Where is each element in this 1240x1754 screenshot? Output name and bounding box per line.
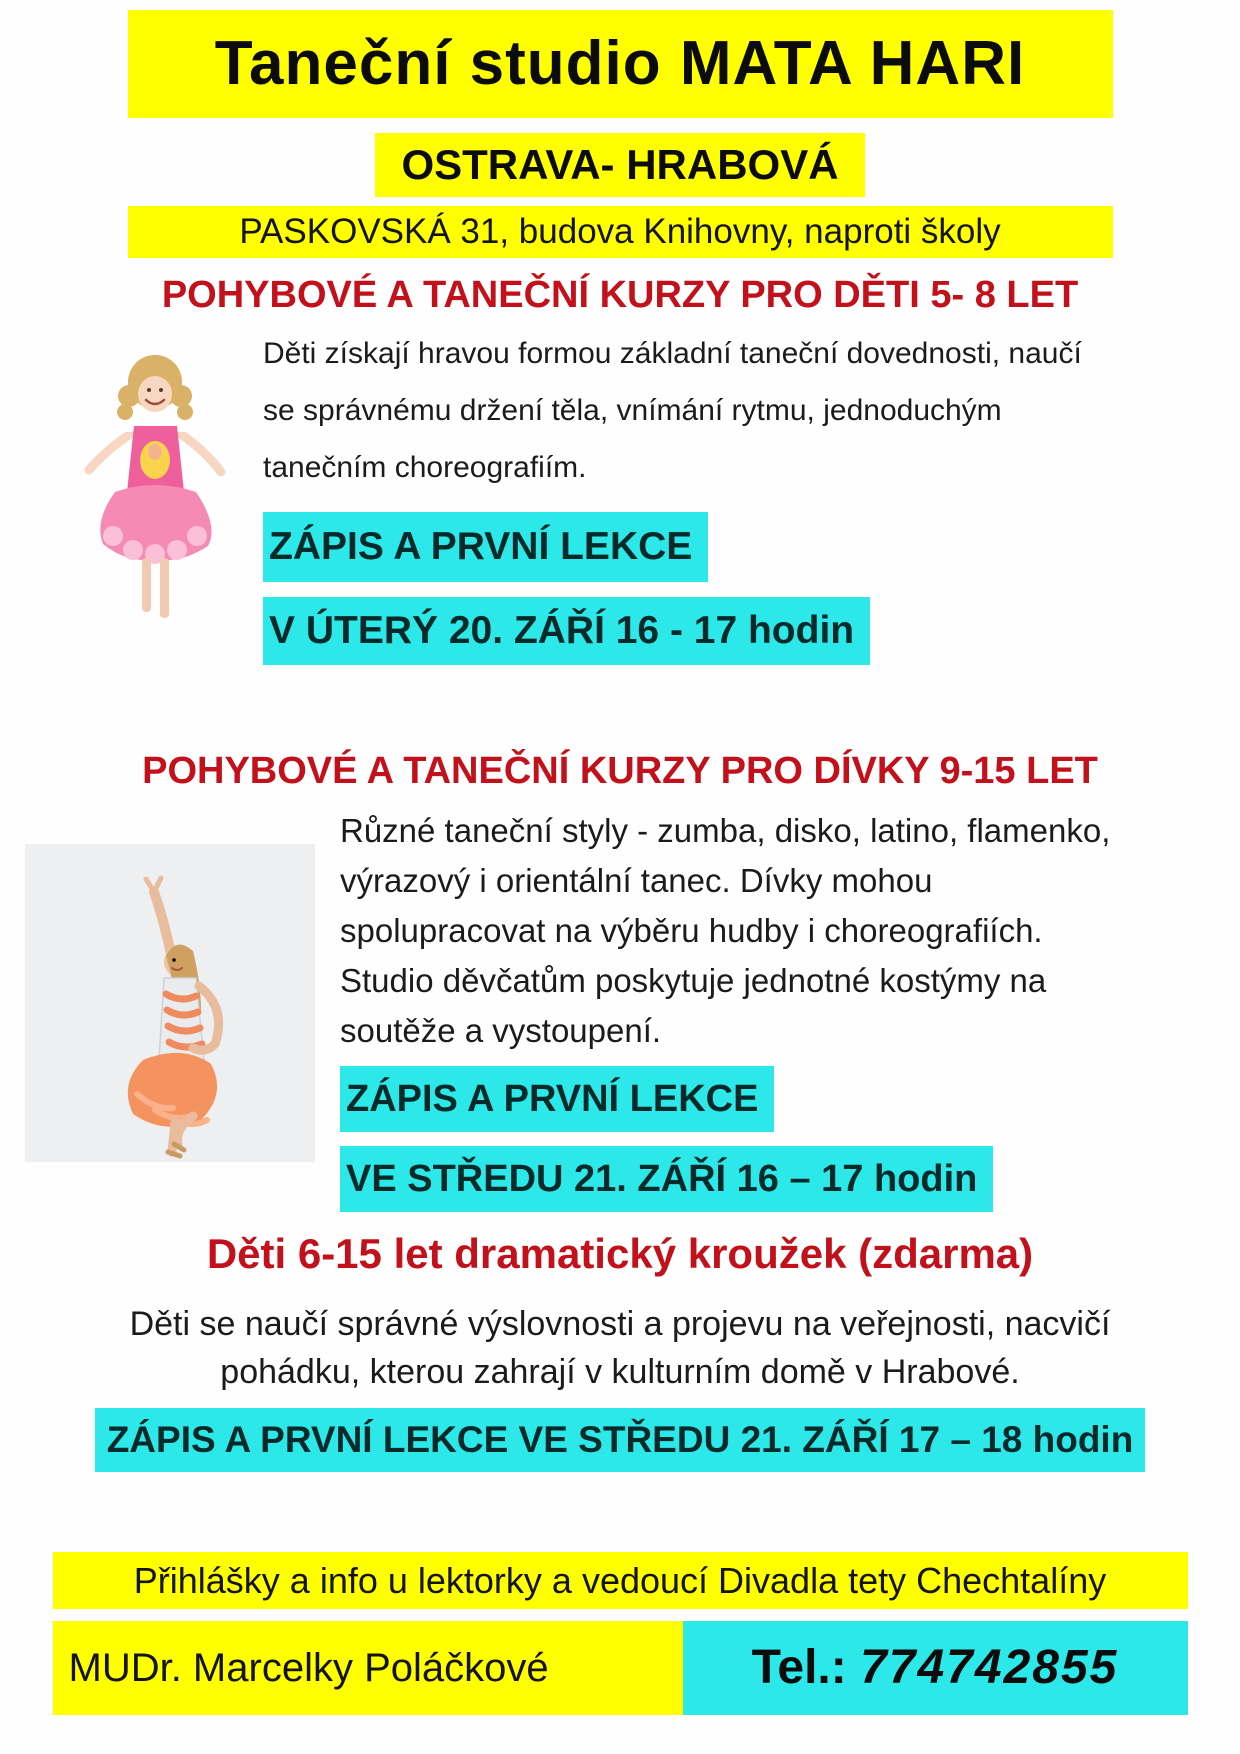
teen-dancer-illustration: [25, 844, 315, 1162]
paragraph-line: soutěže a vystoupení.: [340, 1012, 662, 1049]
girls-text-column: [340, 806, 1110, 1212]
girls-course-heading: POHYBOVÉ A TANEČNÍ KURZY PRO DÍVKY 9-15 LET: [142, 750, 1098, 792]
girl-pink-dress-illustration: [58, 340, 253, 625]
paragraph-line: se správnému držení těla, vnímání rytmu, jednoduchým: [263, 394, 1002, 427]
footer-info: Přihlášky a info u lektorky a vedoucí Divadla tety Chechtalíny: [53, 1552, 1188, 1609]
city-row: [0, 133, 1240, 197]
drama-club-heading: Děti 6-15 let dramatický kroužek (zdarma): [206, 1230, 1034, 1277]
paragraph-line: Děti získají hravou formou základní taneční dovednosti, naučí: [263, 337, 1082, 370]
phone-block: [683, 1621, 1188, 1715]
drama-description: [0, 1300, 1240, 1396]
kids-signup-label: ZÁPIS A PRVNÍ LEKCE: [263, 512, 708, 582]
girls-signup-date: VE STŘEDU 21. ZÁŘÍ 16 – 17 hodin: [340, 1146, 993, 1212]
paragraph-line: Různé taneční styly - zumba, disko, latino, flamenko,: [340, 812, 1111, 849]
studio-address: PASKOVSKÁ 31, budova Knihovny, naproti školy: [128, 206, 1113, 258]
kids-text-column: [263, 325, 1082, 665]
drama-signup-date: ZÁPIS A PRVNÍ LEKCE VE STŘEDU 21. ZÁŘÍ 17 – 18 hodin: [95, 1408, 1146, 1472]
kids-signup-date: V ÚTERÝ 20. ZÁŘÍ 16 - 17 hodin: [263, 597, 870, 665]
paragraph-line: tanečním choreografiím.: [263, 451, 587, 484]
paragraph-line: Děti se naučí správné výslovnosti a projevu na veřejnosti, nacvičí: [129, 1305, 1111, 1343]
kids-photo: [58, 340, 253, 625]
city-name: OSTRAVA- HRABOVÁ: [375, 133, 864, 197]
studio-title: Taneční studio MATA HARI: [128, 10, 1113, 118]
girls-section: [0, 806, 1240, 1212]
kids-section: [0, 325, 1240, 665]
paragraph-line: pohádku, kterou zahrají v kulturním domě v Hrabové.: [220, 1353, 1020, 1391]
girls-photo: [25, 844, 315, 1162]
phone-number: 774742855: [860, 1641, 1119, 1694]
paragraph-line: Studio děvčatům poskytuje jednotné kostýmy na: [340, 962, 1047, 999]
kids-course-heading: POHYBOVÉ A TANEČNÍ KURZY PRO DĚTI 5- 8 LET: [161, 274, 1079, 316]
footer-contact-row: [53, 1621, 1188, 1715]
contact-name: MUDr. Marcelky Poláčkové: [53, 1621, 683, 1715]
paragraph-line: spolupracovat na výběru hudby i choreografiích.: [340, 912, 1043, 949]
girls-signup-label: ZÁPIS A PRVNÍ LEKCE: [340, 1066, 774, 1132]
phone-label: Tel.:: [751, 1641, 847, 1694]
paragraph-line: výrazový i orientální tanec. Dívky mohou: [340, 862, 933, 899]
